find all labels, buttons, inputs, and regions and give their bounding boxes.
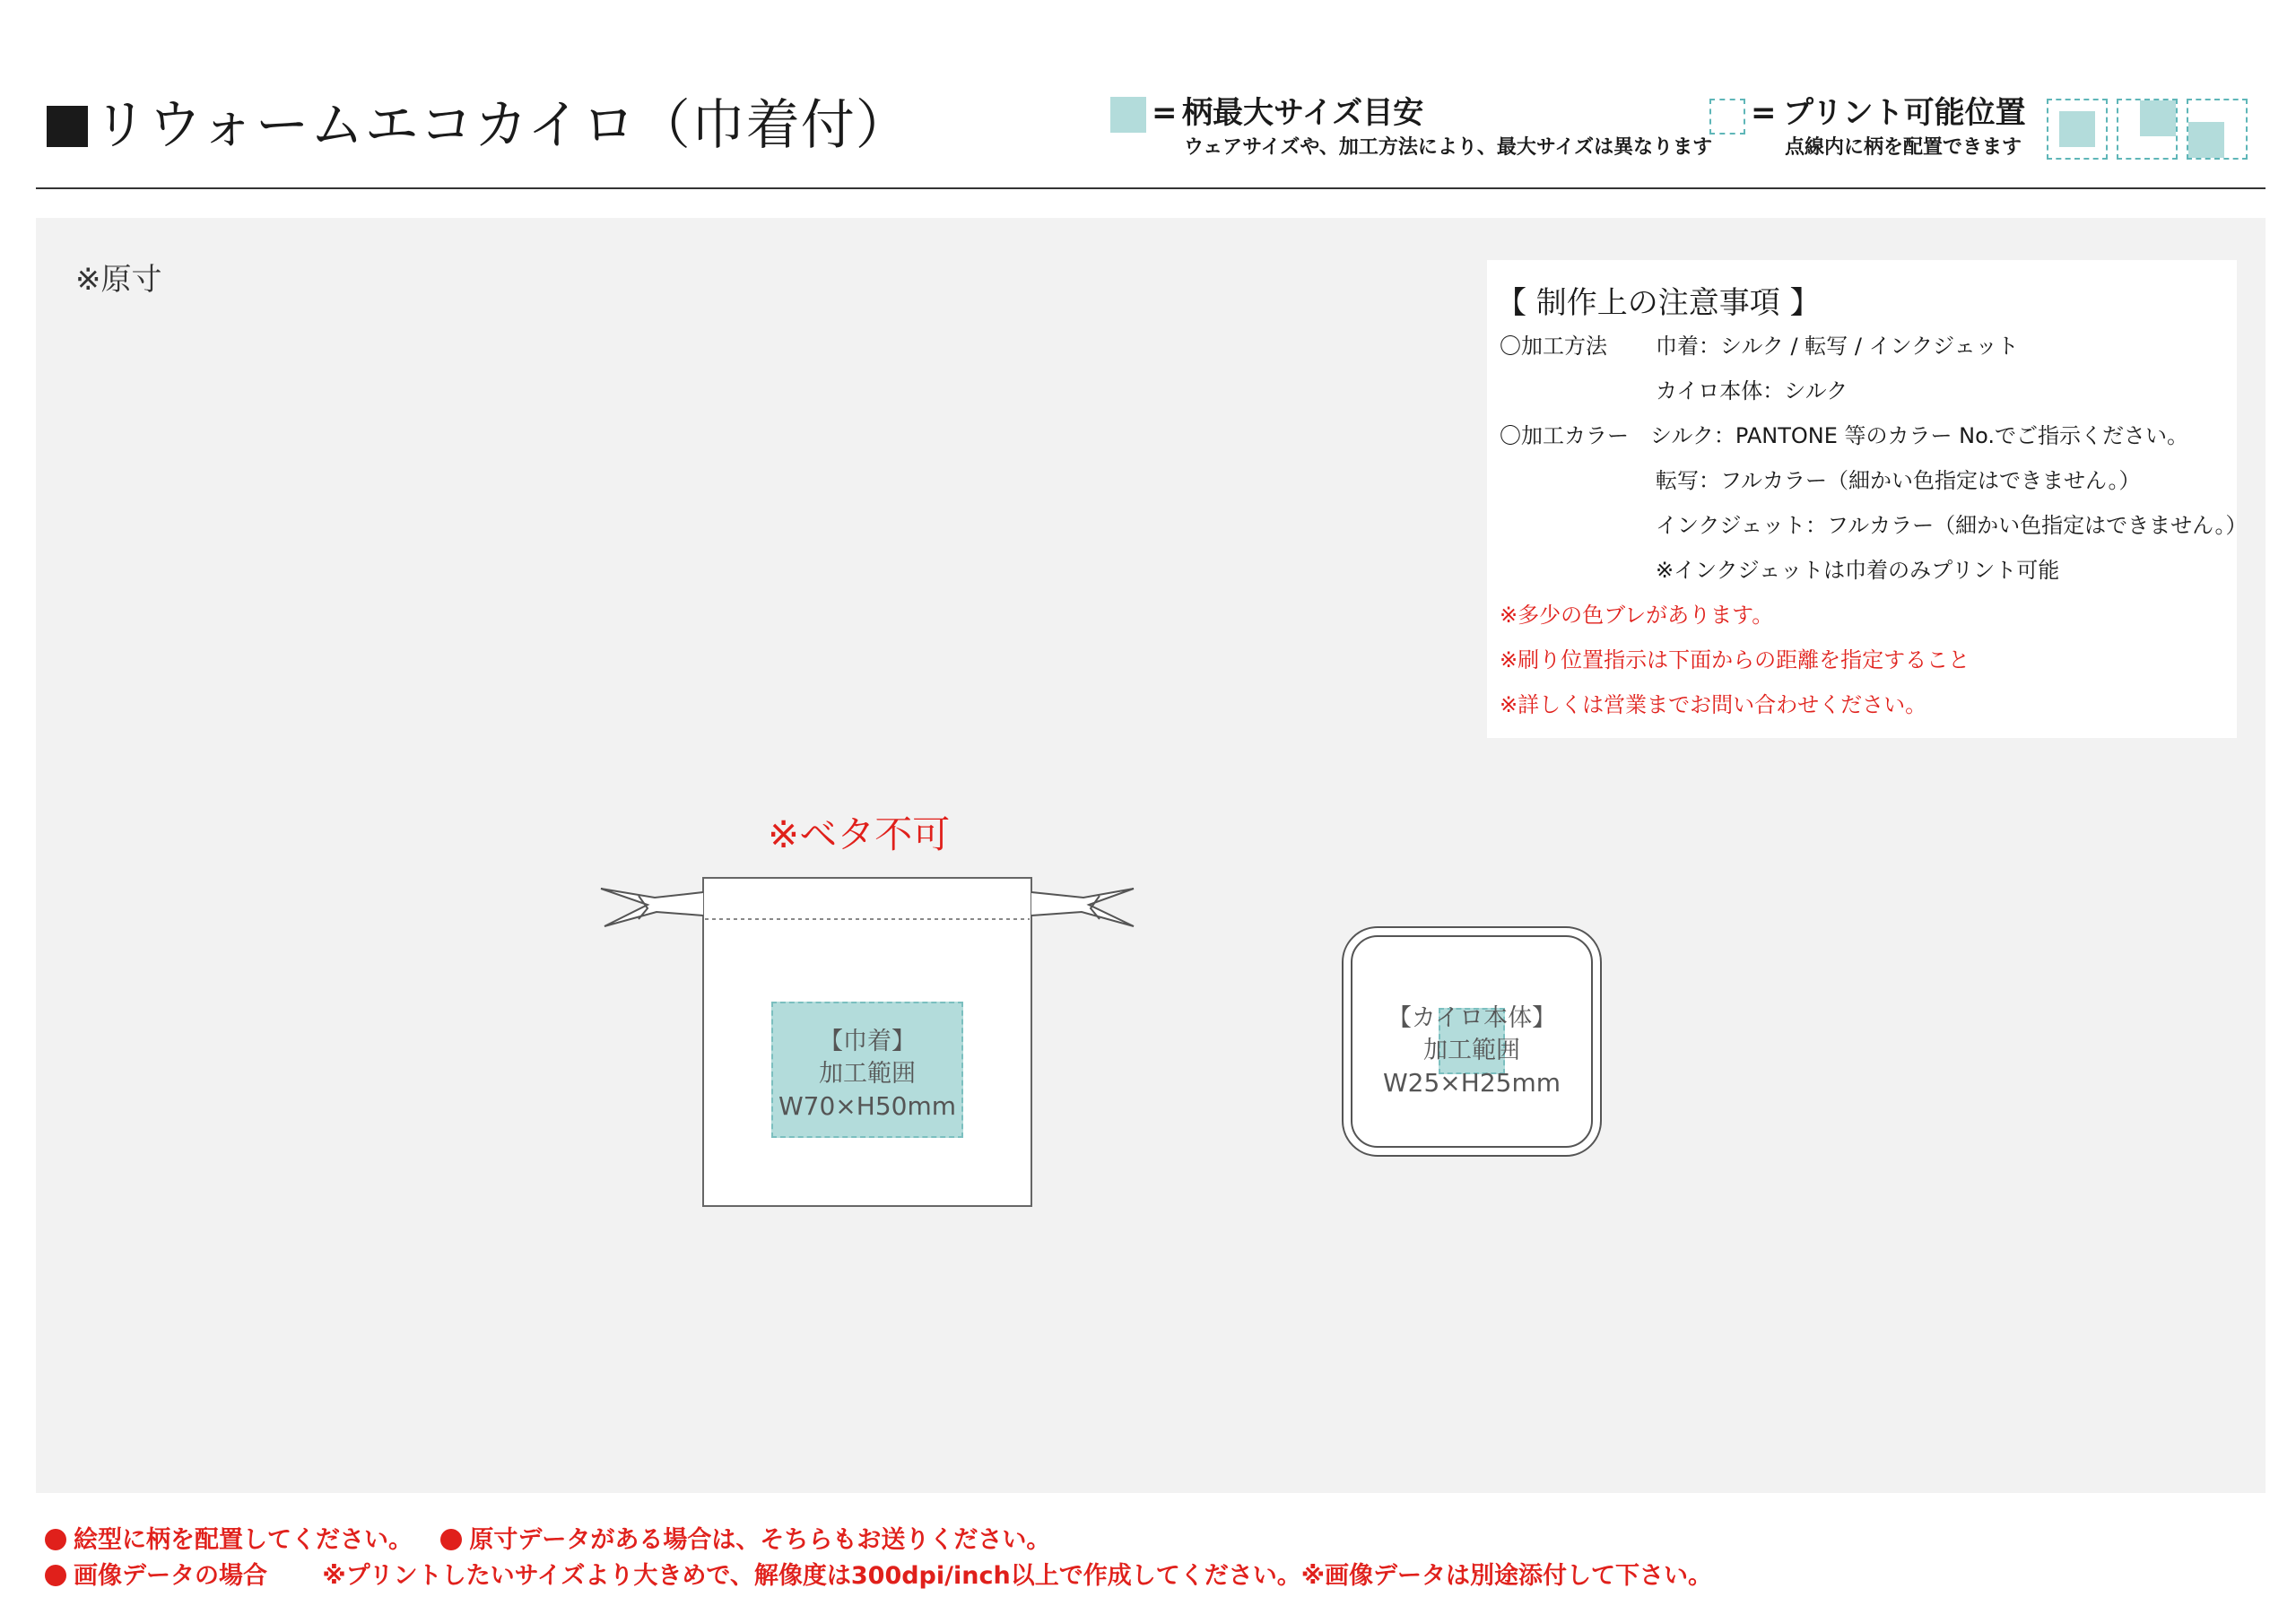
max-size-swatch-icon [1110, 97, 1146, 133]
legend-print-eq: = [1751, 95, 1777, 131]
position-center-icon [2047, 99, 2108, 160]
red-dot-icon [440, 1529, 462, 1550]
title-text: リウォームエコカイロ（巾着付） [93, 94, 910, 157]
color-line-3: インクジェット：フルカラー（細かい色指定はできません。） [1656, 513, 2248, 538]
method-line-2: カイロ本体：シルク [1656, 378, 1848, 404]
pouch-label-2: 加工範囲 [819, 1060, 916, 1088]
method-line-1: 巾着：シルク / 転写 / インクジェット [1656, 334, 2019, 359]
kairo-label-1: 【カイロ本体】 [1387, 1004, 1557, 1032]
legend-max-eq: = [1152, 95, 1178, 131]
no-solid-warning: ※ベタ不可 [768, 812, 951, 856]
scale-note: ※原寸 [75, 262, 162, 298]
color-line-4: ※インクジェットは巾着のみプリント可能 [1656, 558, 2060, 583]
color-line-1: シルク：PANTONE 等のカラー No.でご指示ください。 [1650, 423, 2188, 448]
footer-note-2: 原寸データがある場合は、そちらもお送りください。 [469, 1526, 1051, 1554]
footer-line-1 [45, 1524, 1050, 1557]
header-divider [36, 187, 2266, 189]
black-square-icon [47, 106, 88, 147]
red-note-1: ※多少の色ブレがあります。 [1500, 603, 1774, 628]
pouch-label-3: W70×H50mm [778, 1091, 956, 1121]
footer-line-2 [45, 1560, 1712, 1593]
page-title [47, 90, 910, 161]
footer-note-3: 画像データの場合 [74, 1562, 267, 1590]
legend-print-title: プリント可能位置 [1783, 95, 2026, 131]
red-dot-icon [45, 1529, 66, 1550]
footer-note-1: 絵型に柄を配置してください。 [74, 1526, 413, 1554]
position-bottom-icon [2187, 99, 2248, 160]
color-label: 〇加工カラー [1500, 423, 1629, 448]
red-note-3: ※詳しくは営業までお問い合わせください。 [1500, 692, 1927, 717]
kairo-label-2: 加工範囲 [1423, 1037, 1520, 1064]
footer-note-4: ※プリントしたいサイズより大きめで、解像度は300dpi/inch以上で作成してください。※画像データは別途添付して下さい。 [322, 1562, 1712, 1590]
legend-print-sub: 点線内に柄を配置できます [1785, 136, 2022, 159]
method-label: 〇加工方法 [1500, 334, 1607, 359]
kairo-label-3: W25×H25mm [1382, 1068, 1561, 1098]
print-area-swatch-icon [1709, 99, 1745, 135]
red-dot-icon [45, 1565, 66, 1586]
notes-heading: 【 制作上の注意事項 】 [1496, 285, 1821, 321]
color-line-2: 転写：フルカラー（細かい色指定はできません。） [1656, 468, 2141, 493]
position-top-icon [2117, 99, 2178, 160]
legend-max-sub: ウェアサイズや、加工方法により、最大サイズは異なります [1184, 136, 1713, 159]
legend-max-title: 柄最大サイズ目安 [1182, 95, 1424, 131]
pouch-label-1: 【巾着】 [819, 1028, 916, 1055]
red-note-2: ※刷り位置指示は下面からの距離を指定すること [1500, 647, 1970, 673]
